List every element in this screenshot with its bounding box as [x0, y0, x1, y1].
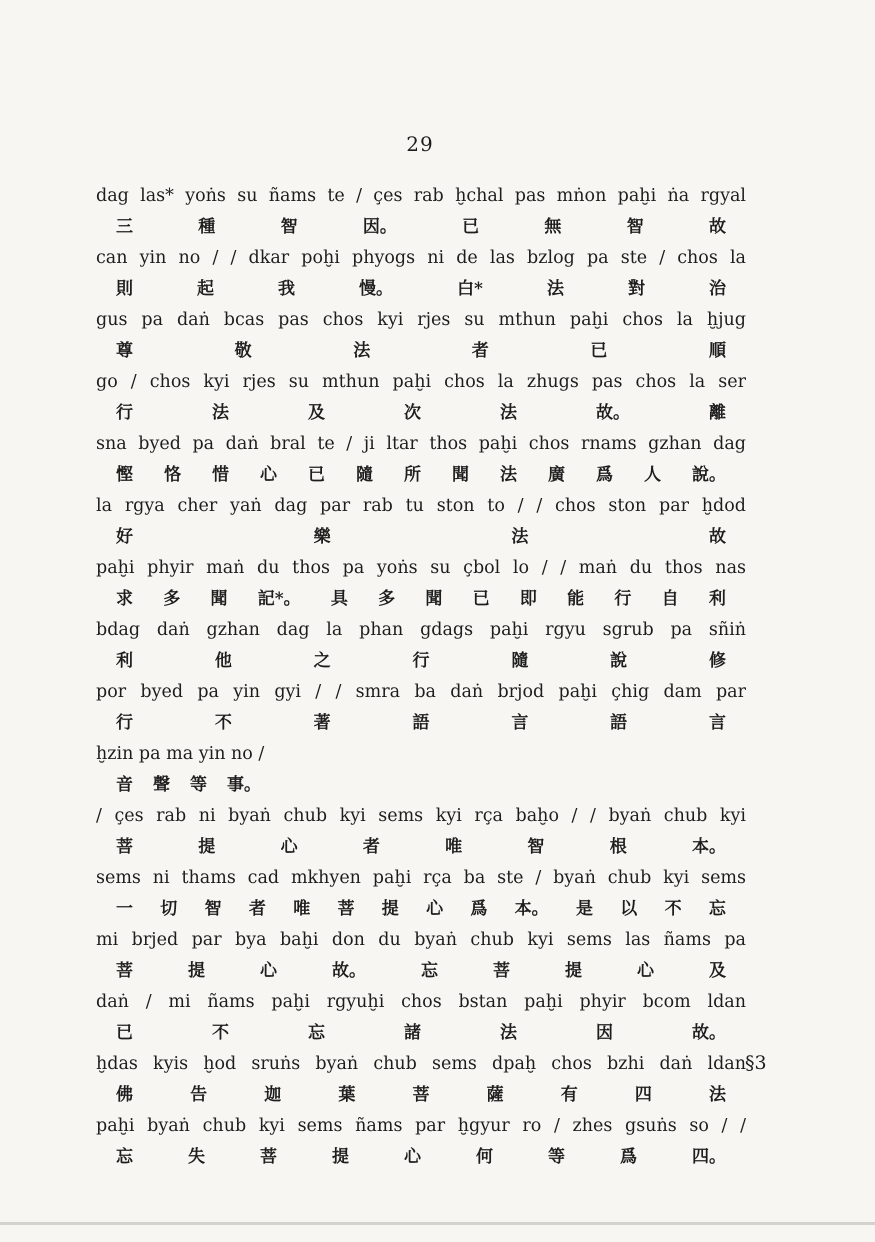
- chinese-gloss-line: [96, 583, 746, 615]
- chinese-character: 是: [575, 899, 593, 919]
- line-pair: [96, 367, 746, 429]
- chinese-character: 著: [313, 713, 331, 733]
- tibetan-line: gus pa daṅ bcas pas chos kyi rjes su mthun paḫi chos la ḫjug: [96, 310, 746, 330]
- tibetan-line: sems ni thams cad mkhyen paḫi rça ba ste / byaṅ chub kyi sems: [96, 868, 746, 888]
- chinese-character: 行: [614, 589, 632, 609]
- chinese-character: 菩: [260, 1147, 277, 1167]
- chinese-character: 法: [500, 1023, 517, 1043]
- chinese-gloss-line: [96, 1017, 746, 1049]
- tibetan-line: sna byed pa daṅ bral te / ji ltar thos paḫi chos rnams gzhan dag: [96, 434, 746, 454]
- chinese-character: 言: [511, 713, 529, 733]
- chinese-character: 離: [709, 403, 726, 423]
- chinese-character: 智: [280, 217, 298, 237]
- chinese-character: 故: [708, 217, 726, 237]
- chinese-character: 尊: [116, 341, 133, 361]
- tibetan-line: bdag daṅ gzhan dag la phan gdags paḫi rgyu sgrub pa sñiṅ: [96, 620, 746, 640]
- chinese-character: 告: [190, 1085, 208, 1105]
- chinese-gloss-line: [96, 955, 746, 987]
- chinese-character: 利: [708, 589, 726, 609]
- chinese-gloss-line: [96, 459, 746, 491]
- chinese-character: 即: [519, 589, 537, 609]
- chinese-character: 聞: [452, 465, 469, 485]
- chinese-character: 敬: [234, 341, 252, 361]
- chinese-character: 及: [709, 961, 726, 981]
- chinese-gloss-line: [96, 273, 746, 305]
- chinese-character: 佛: [116, 1085, 133, 1105]
- chinese-character: 說: [610, 651, 628, 671]
- chinese-character: 四。: [692, 1147, 726, 1167]
- chinese-character: 自: [661, 589, 679, 609]
- chinese-character: 及: [308, 403, 325, 423]
- chinese-character: 好: [116, 527, 133, 547]
- chinese-gloss-line: [96, 521, 746, 553]
- chinese-character: 忘: [708, 899, 726, 919]
- chinese-character: 何: [476, 1147, 493, 1167]
- chinese-character: 法: [709, 1085, 726, 1105]
- chinese-character: 心: [637, 961, 654, 981]
- chinese-character: 忘: [116, 1147, 133, 1167]
- tibetan-line: la rgya cher yaṅ dag par rab tu ston to / / chos ston par ḫdod: [96, 496, 746, 516]
- chinese-character: 多: [378, 589, 396, 609]
- chinese-character: 法: [353, 341, 371, 361]
- chinese-character: 故: [708, 527, 726, 547]
- line-pair: [96, 739, 746, 801]
- chinese-character: 根: [609, 837, 627, 857]
- chinese-character: 已: [116, 1023, 133, 1043]
- chinese-character: 提: [188, 961, 205, 981]
- chinese-character: 對: [627, 279, 645, 299]
- chinese-character: 法: [212, 403, 229, 423]
- chinese-character: 說。: [692, 465, 726, 485]
- chinese-character: 無: [544, 217, 562, 237]
- chinese-character: 等: [190, 775, 207, 795]
- line-pair: [96, 181, 746, 243]
- chinese-character: 諸: [404, 1023, 421, 1043]
- chinese-character: 等: [548, 1147, 565, 1167]
- chinese-character: 已: [472, 589, 490, 609]
- chinese-character: 者: [471, 341, 489, 361]
- line-pair: [96, 553, 746, 615]
- chinese-character: 不: [664, 899, 682, 919]
- chinese-character: 法: [511, 527, 529, 547]
- chinese-character: 利: [116, 651, 133, 671]
- chinese-character: 忘: [421, 961, 438, 981]
- chinese-character: 則: [116, 279, 133, 299]
- line-pair: [96, 1111, 746, 1173]
- tibetan-line: daṅ / mi ñams paḫi rgyuḫi chos bstan paḫi phyir bcom ldan: [96, 992, 746, 1012]
- chinese-character: 菩: [493, 961, 510, 981]
- chinese-character: 事。: [227, 775, 261, 795]
- chinese-character: 法: [546, 279, 564, 299]
- chinese-character: 故。: [596, 403, 630, 423]
- chinese-character: 廣: [548, 465, 565, 485]
- tibetan-line: por byed pa yin gyi / / smra ba daṅ brjod paḫi çhig dam par: [96, 682, 746, 702]
- chinese-character: 三: [116, 217, 133, 237]
- chinese-character: 慢。: [359, 279, 394, 299]
- chinese-gloss-line: [96, 397, 746, 429]
- chinese-character: 已: [308, 465, 325, 485]
- chinese-character: 能: [567, 589, 585, 609]
- chinese-character: 次: [404, 403, 421, 423]
- chinese-character: 本。: [691, 837, 726, 857]
- chinese-character: 失: [188, 1147, 205, 1167]
- chinese-character: 爲: [470, 899, 488, 919]
- chinese-character: 故。: [332, 961, 366, 981]
- chinese-character: 修: [708, 651, 726, 671]
- chinese-gloss-line: [96, 893, 746, 925]
- chinese-character: 多: [163, 589, 181, 609]
- chinese-character: 菩: [116, 961, 133, 981]
- chinese-gloss-line: [96, 769, 746, 801]
- tibetan-line: ḫzin pa ma yin no /: [96, 744, 265, 764]
- tibetan-line: mi brjed par bya baḫi don du byaṅ chub kyi sems las ñams pa: [96, 930, 746, 950]
- chinese-character: 唯: [445, 837, 463, 857]
- chinese-character: 聲: [153, 775, 170, 795]
- chinese-character: 我: [278, 279, 296, 299]
- line-pair: [96, 243, 746, 305]
- chinese-character: 不: [214, 713, 232, 733]
- chinese-character: 行: [116, 403, 133, 423]
- chinese-character: 提: [381, 899, 399, 919]
- chinese-character: 切: [160, 899, 178, 919]
- chinese-character: 智: [626, 217, 644, 237]
- chinese-character: 記*。: [257, 589, 301, 609]
- chinese-character: 隨: [511, 651, 529, 671]
- chinese-character: 忘: [308, 1023, 325, 1043]
- chinese-character: 葉: [338, 1085, 356, 1105]
- chinese-gloss-line: [96, 707, 746, 739]
- chinese-character: 心: [260, 465, 277, 485]
- chinese-character: 提: [332, 1147, 349, 1167]
- line-pair: [96, 863, 746, 925]
- chinese-character: 音: [116, 775, 133, 795]
- chinese-character: 語: [412, 713, 430, 733]
- chinese-gloss-line: [96, 211, 746, 243]
- line-pair: [96, 1049, 746, 1111]
- chinese-character: 者: [362, 837, 380, 857]
- chinese-character: 慳: [116, 465, 133, 485]
- chinese-character: 語: [610, 713, 628, 733]
- chinese-character: 爲: [596, 465, 613, 485]
- chinese-character: 提: [198, 837, 216, 857]
- page-bottom-edge: [0, 1222, 875, 1225]
- chinese-character: 所: [404, 465, 421, 485]
- chinese-gloss-line: [96, 1079, 746, 1111]
- section-mark: §3: [745, 1052, 767, 1074]
- tibetan-line: / çes rab ni byaṅ chub kyi sems kyi rça baḫo / / byaṅ chub kyi: [96, 806, 746, 826]
- chinese-character: 具: [330, 589, 348, 609]
- line-pair: [96, 429, 746, 491]
- line-pair: [96, 615, 746, 677]
- chinese-character: 迦: [264, 1085, 282, 1105]
- chinese-character: 治: [709, 279, 726, 299]
- chinese-character: 之: [313, 651, 331, 671]
- chinese-character: 法: [500, 403, 517, 423]
- chinese-character: 他: [214, 651, 232, 671]
- chinese-character: 故。: [692, 1023, 726, 1043]
- chinese-character: 求: [116, 589, 133, 609]
- chinese-character: 樂: [313, 527, 331, 547]
- chinese-character: 言: [708, 713, 726, 733]
- tibetan-line: paḫi byaṅ chub kyi sems ñams par ḫgyur ro / zhes gsuṅs so / /: [96, 1116, 746, 1136]
- page-number: 29: [406, 132, 434, 156]
- chinese-character: 聞: [210, 589, 228, 609]
- chinese-character: 人: [644, 465, 661, 485]
- chinese-character: 已: [462, 217, 480, 237]
- chinese-character: 已: [590, 341, 608, 361]
- tibetan-line: go / chos kyi rjes su mthun paḫi chos la zhugs pas chos la ser: [96, 372, 746, 392]
- chinese-gloss-line: [96, 645, 746, 677]
- chinese-character: 菩: [116, 837, 133, 857]
- chinese-character: 不: [212, 1023, 229, 1043]
- chinese-character: 種: [198, 217, 216, 237]
- chinese-character: 有: [560, 1085, 578, 1105]
- tibetan-line: ḫdas kyis ḫod sruṅs byaṅ chub sems dpaḫ chos bzhi daṅ ldan: [96, 1054, 746, 1074]
- line-pair: [96, 491, 746, 553]
- chinese-character: 恪: [164, 465, 181, 485]
- chinese-character: 因: [596, 1023, 613, 1043]
- chinese-character: 者: [248, 899, 266, 919]
- chinese-character: 白*: [457, 279, 483, 299]
- chinese-character: 法: [500, 465, 517, 485]
- tibetan-line: dag las* yoṅs su ñams te / çes rab ḫchal pas mṅon paḫi ṅa rgyal: [96, 186, 746, 206]
- chinese-character: 唯: [293, 899, 311, 919]
- chinese-character: 惜: [212, 465, 229, 485]
- chinese-gloss-line: [96, 1141, 746, 1173]
- chinese-character: 心: [426, 899, 444, 919]
- text-body: [96, 181, 746, 1173]
- chinese-character: 隨: [356, 465, 373, 485]
- chinese-character: 心: [404, 1147, 421, 1167]
- chinese-character: 行: [116, 713, 133, 733]
- tibetan-line: paḫi phyir maṅ du thos pa yoṅs su çbol lo / / maṅ du thos nas: [96, 558, 746, 578]
- chinese-character: 菩: [412, 1085, 430, 1105]
- line-pair: [96, 677, 746, 739]
- chinese-character: 順: [708, 341, 726, 361]
- chinese-character: 心: [260, 961, 277, 981]
- chinese-character: 因。: [362, 217, 397, 237]
- line-pair: [96, 801, 746, 863]
- line-pair: [96, 305, 746, 367]
- chinese-character: 智: [204, 899, 222, 919]
- chinese-character: 本。: [514, 899, 549, 919]
- chinese-character: 以: [620, 899, 638, 919]
- line-pair: [96, 987, 746, 1049]
- chinese-character: 聞: [425, 589, 443, 609]
- chinese-character: 菩: [337, 899, 355, 919]
- line-pair: [96, 925, 746, 987]
- chinese-gloss-line: [96, 335, 746, 367]
- chinese-character: 心: [280, 837, 298, 857]
- chinese-character: 四: [634, 1085, 652, 1105]
- chinese-character: 一: [116, 899, 133, 919]
- chinese-character: 起: [197, 279, 215, 299]
- tibetan-line: can yin no / / dkar poḫi phyogs ni de las bzlog pa ste / chos la: [96, 248, 746, 268]
- chinese-gloss-line: [96, 831, 746, 863]
- chinese-character: 提: [565, 961, 582, 981]
- chinese-character: 薩: [486, 1085, 504, 1105]
- chinese-character: 智: [527, 837, 545, 857]
- chinese-character: 爲: [620, 1147, 637, 1167]
- chinese-character: 行: [412, 651, 430, 671]
